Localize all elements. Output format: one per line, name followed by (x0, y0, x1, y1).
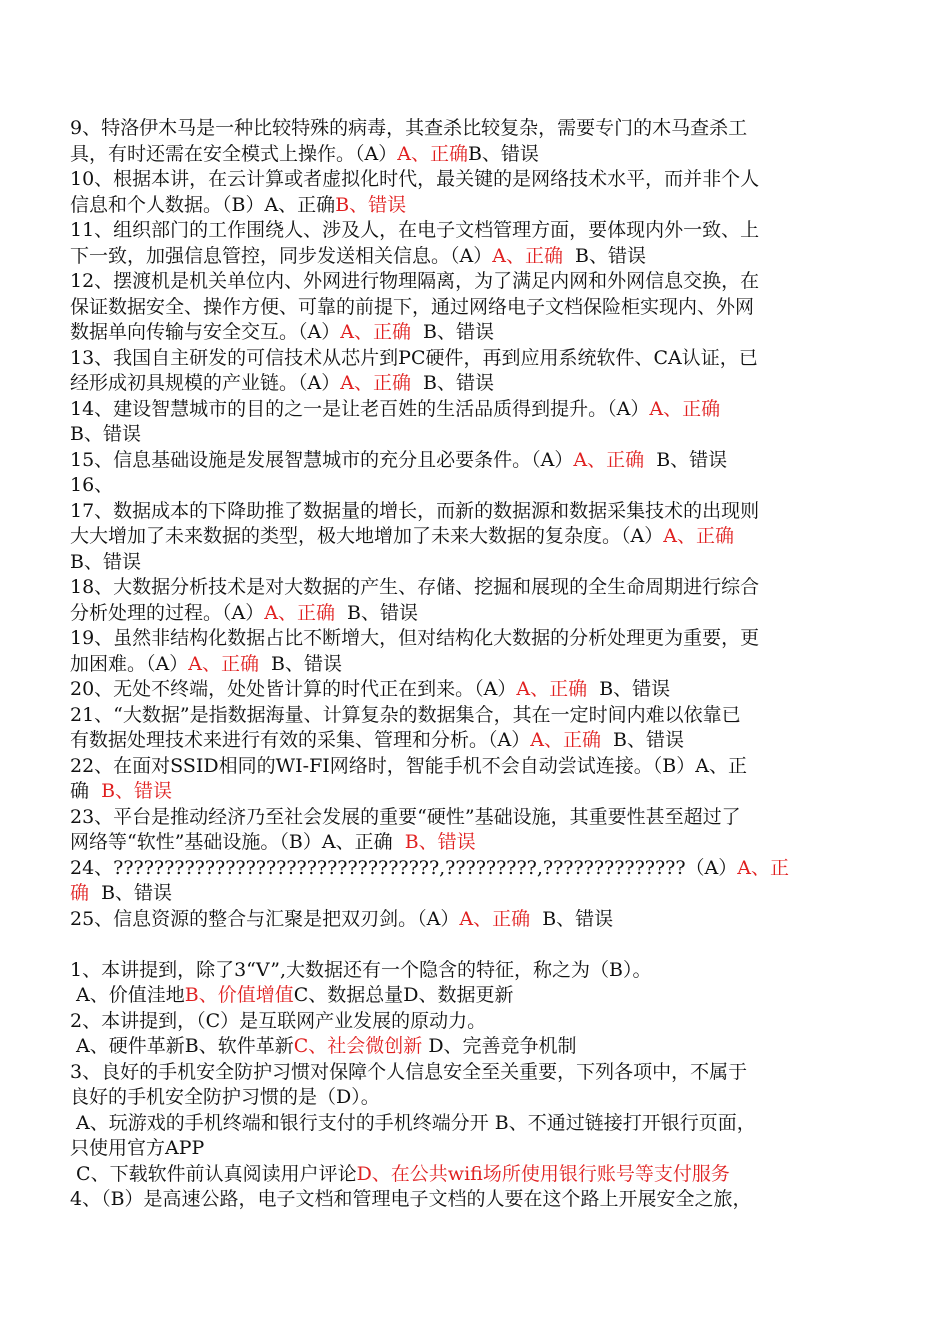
text-line (70, 932, 880, 958)
text-line (70, 779, 880, 805)
text-segment: 9、特洛伊木马是一种比较特殊的病毒，其查杀比较复杂，需要专门的木马查杀工 (70, 117, 748, 139)
text-segment: B、错误 (70, 423, 141, 445)
text-segment: 数据单向传输与安全交互。（A） (70, 321, 341, 343)
answer-highlight: A、正确 (340, 372, 411, 394)
text-line (70, 1060, 880, 1086)
text-line (70, 346, 880, 372)
text-line (70, 1111, 880, 1137)
text-segment: 18、大数据分析技术是对大数据的产生、存储、挖掘和展现的全生命周期进行综合 (70, 576, 760, 598)
text-segment: 下一致，加强信息管控，同步发送相关信息。（A） (70, 244, 493, 267)
text-segment: 24、????????????????????????????????,?????????,??????????????（A） (70, 856, 738, 879)
text-segment: A、价值洼地 (70, 984, 185, 1006)
answer-highlight: A、正确 (573, 448, 645, 471)
text-segment: B、错误 (530, 907, 614, 930)
text-segment: 20、无处不终端，处处皆计算的时代正在到来。（A） (70, 678, 517, 700)
text-segment: 1、本讲提到，除了3“V”,大数据还有一个隐含的特征，称之为（B）。 (70, 958, 652, 981)
answer-highlight: 确 (70, 882, 90, 904)
document-body (70, 116, 880, 1213)
text-line (70, 1085, 880, 1111)
text-segment: 21、“大数据”是指数据海量、计算复杂的数据集合，其在一定时间内难以依靠已 (70, 703, 741, 726)
text-line (70, 728, 880, 754)
text-line (70, 575, 880, 601)
text-segment: 良好的手机安全防护习惯的是（D）。 (70, 1086, 380, 1108)
text-line (70, 269, 880, 295)
text-line (70, 397, 880, 423)
text-line (70, 983, 880, 1009)
answer-highlight: B、错误 (101, 780, 173, 802)
text-line (70, 856, 880, 882)
text-segment: B、错误 (562, 244, 647, 267)
answer-highlight: B、错误 (404, 831, 476, 853)
answer-highlight: A、正确 (397, 142, 468, 165)
text-segment: B、错误 (587, 678, 671, 700)
text-segment: B、错误 (467, 142, 539, 165)
answer-highlight: D、在公共wifi场所使用银行账号等支付服务 (356, 1162, 730, 1185)
text-segment: 15、信息基础设施是发展智慧城市的充分且必要条件。（A） (70, 448, 574, 471)
text-segment: 加困难。（A） (70, 652, 189, 675)
text-line (70, 1034, 880, 1060)
text-segment: B、错误 (600, 729, 685, 751)
text-line (70, 754, 880, 780)
text-segment: B、错误 (644, 448, 728, 471)
text-segment: 只使用官方APP (70, 1137, 205, 1159)
text-segment: 10、根据本讲，在云计算或者虚拟化时代，最关键的是网络技术水平，而并非个人 (70, 168, 760, 190)
text-segment: 17、数据成本的下降助推了数据量的增长，而新的数据源和数据采集技术的出现则 (70, 499, 760, 522)
text-line (70, 1187, 880, 1213)
text-line (70, 116, 880, 142)
answer-highlight: B、价值增值 (184, 984, 294, 1006)
text-segment: 网络等“软性”基础设施。（B）A、正确 (70, 831, 405, 853)
answer-highlight: A、正确 (492, 244, 563, 267)
answer-highlight: A、正确 (516, 678, 588, 700)
text-segment: 11、组织部门的工作围绕人、涉及人，在电子文档管理方面，要体现内外一致、上 (70, 219, 760, 241)
answer-highlight: A、正确 (188, 652, 259, 675)
text-line (70, 167, 880, 193)
text-segment: B、错误 (334, 601, 419, 624)
text-line (70, 550, 880, 576)
answer-highlight: C、社会微创新 (293, 1035, 423, 1057)
text-segment: 13、我国自主研发的可信技术从芯片到PC硬件，再到应用系统软件、CA认证，已 (70, 346, 758, 369)
text-line (70, 703, 880, 729)
text-line (70, 1162, 880, 1188)
text-segment: 14、建设智慧城市的目的之一是让老百姓的生活品质得到提升。（A） (70, 397, 650, 420)
text-segment: 有数据处理技术来进行有效的采集、管理和分析。（A） (70, 729, 531, 751)
text-line (70, 371, 880, 397)
text-segment: A、玩游戏的手机终端和银行支付的手机终端分开 B、不通过链接打开银行页面， (70, 1111, 756, 1134)
text-segment: 16、 (70, 474, 114, 496)
answer-highlight: A、正确 (340, 321, 411, 343)
text-segment: B、错误 (410, 372, 495, 394)
text-segment: 23、平台是推动经济乃至社会发展的重要“硬性”基础设施，其重要性甚至超过了 (70, 805, 741, 828)
text-segment: 确 (70, 780, 102, 802)
text-segment: 经形成初具规模的产业链。（A） (70, 372, 341, 394)
text-segment: 19、虽然非结构化数据占比不断增大，但对结构化大数据的分析处理更为重要，更 (70, 627, 760, 649)
text-line (70, 830, 880, 856)
text-segment: 2、本讲提到，（C）是互联网产业发展的原动力。 (70, 1009, 487, 1032)
text-line (70, 448, 880, 474)
text-segment: B、错误 (410, 321, 495, 343)
answer-highlight: A、正确 (663, 525, 734, 547)
answer-highlight: A、正确 (649, 397, 721, 420)
text-segment: 具，有时还需在安全模式上操作。（A） (70, 142, 398, 165)
text-segment: 大大增加了未来数据的类型，极大地增加了未来大数据的复杂度。（A） (70, 525, 664, 547)
text-line (70, 499, 880, 525)
text-line (70, 244, 880, 270)
text-line (70, 677, 880, 703)
text-line (70, 601, 880, 627)
text-segment: D、完善竞争机制 (422, 1035, 577, 1057)
text-line (70, 652, 880, 678)
text-segment: 4、（B）是高速公路，电子文档和管理电子文档的人要在这个路上开展安全之旅， (70, 1188, 752, 1210)
text-segment: 22、在面对SSID相同的WI-FI网络时，智能手机不会自动尝试连接。（B）A、正 (70, 754, 747, 777)
text-line (70, 295, 880, 321)
text-line (70, 881, 880, 907)
answer-highlight: A、正确 (264, 601, 335, 624)
text-line (70, 1009, 880, 1035)
text-segment: A、硬件革新B、软件革新 (70, 1035, 294, 1057)
text-segment: 12、摆渡机是机关单位内、外网进行物理隔离，为了满足内网和外网信息交换，在 (70, 270, 760, 292)
text-line (70, 473, 880, 499)
text-line (70, 142, 880, 168)
text-line (70, 626, 880, 652)
text-line (70, 193, 880, 219)
answer-highlight: A、正 (737, 856, 789, 879)
text-segment: B、错误 (89, 882, 173, 904)
text-line (70, 422, 880, 448)
text-segment: 分析处理的过程。（A） (70, 601, 265, 624)
answer-highlight: A、正确 (530, 729, 601, 751)
text-segment: 信息和个人数据。（B）A、正确 (70, 193, 336, 216)
text-segment: C、数据总量D、数据更新 (293, 984, 514, 1006)
text-line (70, 524, 880, 550)
text-line (70, 320, 880, 346)
text-line (70, 805, 880, 831)
text-line (70, 907, 880, 933)
answer-highlight: B、错误 (335, 193, 407, 216)
text-line (70, 958, 880, 984)
text-segment: C、下载软件前认真阅读用户评论 (70, 1162, 357, 1185)
text-segment: 保证数据安全、操作方便、可靠的前提下，通过网络电子文档保险柜实现内、外网 (70, 295, 755, 318)
text-line (70, 1136, 880, 1162)
text-segment: 25、信息资源的整合与汇聚是把双刃剑。（A） (70, 907, 460, 930)
answer-highlight: A、正确 (459, 907, 531, 930)
text-line (70, 218, 880, 244)
text-segment: B、错误 (70, 550, 141, 573)
text-segment: B、错误 (258, 652, 343, 675)
text-segment: 3、良好的手机安全防护习惯对保障个人信息安全至关重要，下列各项中，不属于 (70, 1060, 748, 1083)
